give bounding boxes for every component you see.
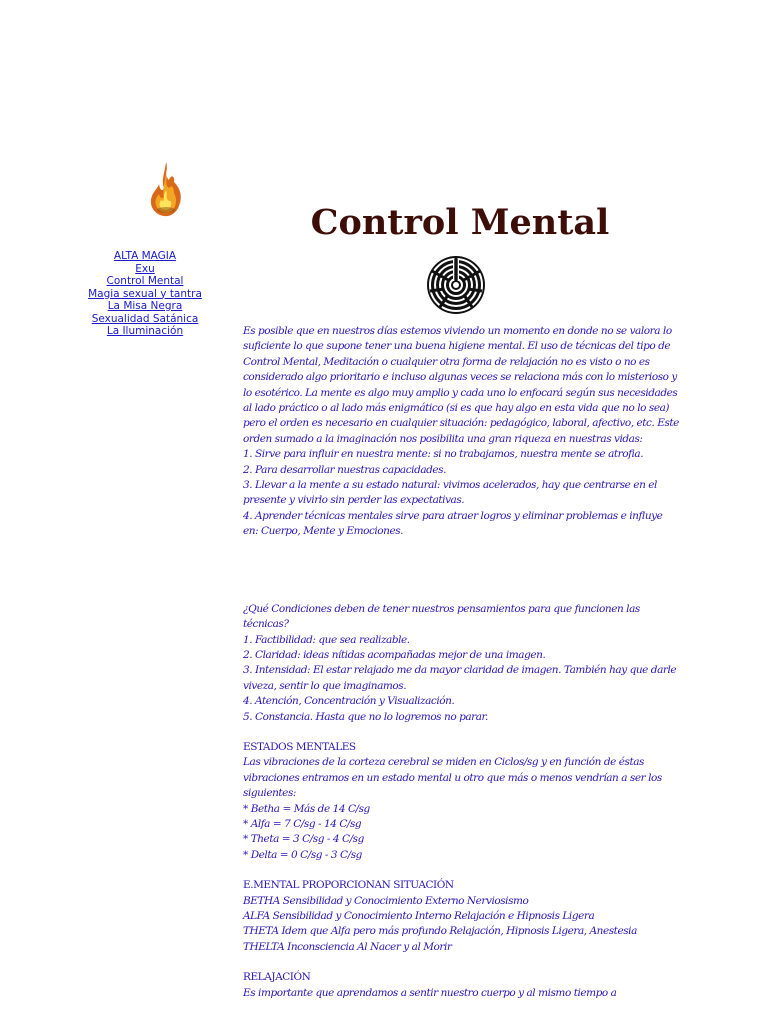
situacion-list-item: BETHA Sensibilidad y Conocimiento Externo Nerviosismo — [243, 894, 529, 907]
nav-link-alta-magia[interactable]: ALTA MAGIA — [113, 250, 177, 262]
page-title: Control Mental — [310, 202, 610, 243]
article-body — [243, 324, 679, 1001]
conditions-question: ¿Qué Condiciones deben de tener nuestros pensamientos para que funcionen las técnicas? — [243, 602, 640, 631]
situacion-list-item: ALFA Sensibilidad y Conocimiento Interno Relajación e Hipnosis Ligera — [243, 910, 595, 922]
estados-heading: ESTADOS MENTALES — [243, 740, 356, 753]
conditions-list-item: 5. Constancia. Hasta que no lo logremos no parar. — [243, 710, 488, 723]
estados-list-item: * Betha = Más de 14 C/sg — [243, 802, 370, 815]
intro-list-item: 3. Llevar a la mente a su estado natural: vivimos acelerados, hay que centrarse en el presente y vivirlo sin perder las expectativas. — [243, 479, 657, 507]
nav-link-magia-sexual-tantra[interactable]: Magia sexual y tantra — [88, 287, 202, 300]
sidebar-nav — [86, 250, 204, 338]
nav-link-control-mental[interactable]: Control Mental — [106, 275, 184, 287]
flame-icon — [147, 160, 185, 218]
nav-link-iluminacion[interactable]: La Iluminación — [106, 325, 184, 337]
nav-link-misa-negra[interactable]: La Misa Negra — [107, 300, 183, 312]
estados-list-item: * Delta = 0 C/sg - 3 C/sg — [243, 848, 362, 861]
intro-list-item: 4. Aprender técnicas mentales sirve para atraer logros y eliminar problemas e influye en: Cuerpo, Mente y Emociones. — [243, 509, 663, 538]
labyrinth-emblem-icon — [426, 255, 486, 315]
estados-paragraph: Las vibraciones de la corteza cerebral se miden en Ciclos/sg y en función de éstas vibraciones entramos en un estado mental u otro que más o menos vendrían a ser los siguientes: — [243, 756, 662, 800]
nav-link-sexualidad-satanica[interactable]: Sexualidad Satánica — [91, 312, 199, 325]
nav-link-exu[interactable]: Exu — [135, 262, 155, 275]
situacion-list-item: THETA Idem que Alfa pero más profundo Relajación, Hipnosis Ligera, Anestesia — [243, 925, 637, 938]
conditions-list-item: 2. Claridad: ideas nítidas acompañadas mejor de una imagen. — [243, 648, 546, 661]
conditions-list-item: 4. Atención, Concentración y Visualización. — [243, 695, 455, 708]
estados-list-item: * Theta = 3 C/sg - 4 C/sg — [243, 833, 364, 846]
relajacion-heading: RELAJACIÓN — [243, 971, 311, 984]
intro-list-item: 2. Para desarrollar nuestras capacidades. — [243, 463, 447, 476]
situacion-list-item: THELTA Inconsciencia Al Nacer y al Morir — [243, 940, 452, 953]
conditions-list-item: 3. Intensidad: El estar relajado me da mayor claridad de imagen. También hay que darle viveza, sentir lo que imaginamos. — [243, 664, 677, 692]
conditions-list-item: 1. Factibilidad: que sea realizable. — [243, 633, 410, 646]
situacion-heading: E.MENTAL PROPORCIONAN SITUACIÓN — [243, 879, 454, 892]
relajacion-paragraph: Es importante que aprendamos a sentir nuestro cuerpo y al mismo tiempo a — [243, 986, 617, 999]
estados-list-item: * Alfa = 7 C/sg - 14 C/sg — [243, 817, 362, 830]
intro-list-item: 1. Sirve para influir en nuestra mente: si no trabajamos, nuestra mente se atrofia. — [243, 448, 644, 461]
intro-paragraph: Es posible que en nuestros días estemos viviendo un momento en donde no se valora lo suficiente lo que supone tener una buena higiene mental. El uso de técnicas del tipo de Control Mental, Meditación o cualquier otra forma de relajación no es visto o no es considerado algo prioritario e incluso algunas veces se relaciona más con lo misterioso y lo esotérico. La mente es algo muy amplio y cada uno lo enfocará según sus necesidades al lado práctico o al lado más enigmático (si es que hay algo en esta vida que no lo sea) pero el orden es necesario en cualquier situación: pedagógico, laboral, afectivo, etc. Este orden sumado a la imaginación nos posibilita una gran riqueza en nuestras vidas: — [243, 325, 679, 445]
